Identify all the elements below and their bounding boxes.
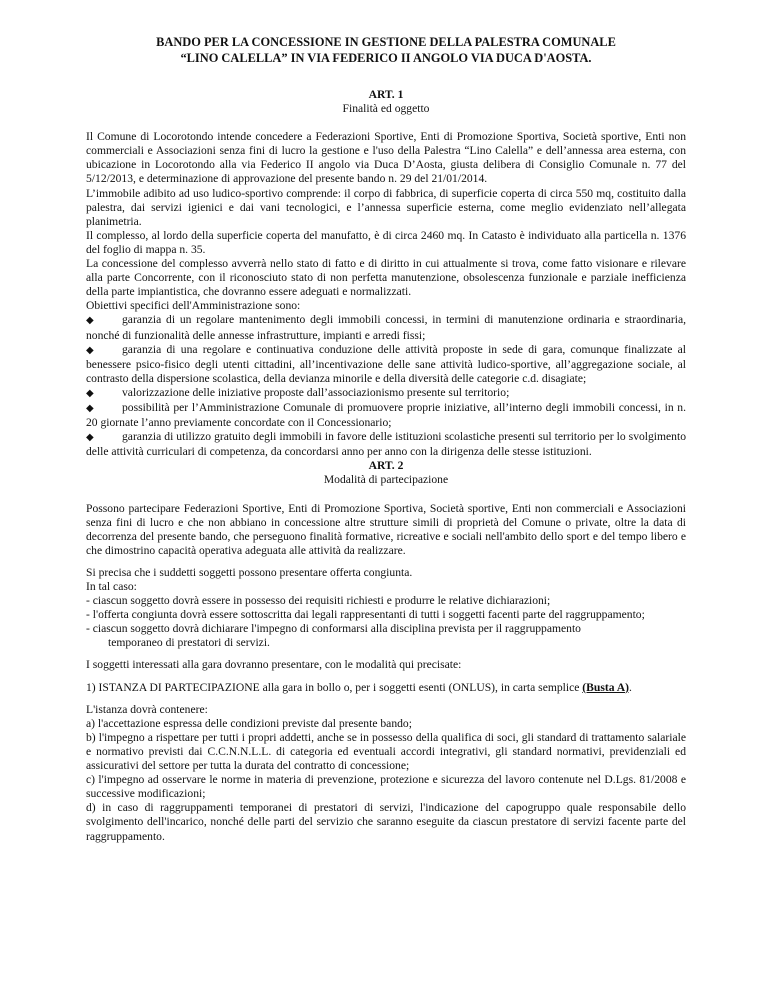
objectives-list bbox=[86, 313, 686, 459]
list-item: c) l'impegno ad osservare le norme in materia di prevenzione, protezione e sicurezza del lavoro contenute nel D.Lgs. 81/2008 e successive modificazioni; bbox=[86, 773, 686, 801]
art2-paragraph-4: I soggetti interessati alla gara dovranno presentare, con le modalità qui precisate: bbox=[86, 658, 462, 672]
diamond-bullet-icon: ◆ bbox=[86, 315, 94, 327]
document-title-line-1: BANDO PER LA CONCESSIONE IN GESTIONE DELLA PALESTRA COMUNALE bbox=[156, 35, 616, 49]
art2-subtitle: Modalità di partecipazione bbox=[323, 473, 449, 487]
objective-item: ◆ valorizzazione delle iniziative proposte dall’associazionismo presente sul territorio; bbox=[86, 386, 686, 401]
art2-paragraph-1: Possono partecipare Federazioni Sportive, Enti di Promozione Sportiva, Società sportive, Enti non commerciali e Associazioni senza fini di lucro e che non abbiano in concessione altre strutture simili di proprietà del Comune o private, oltre la data di decorrenza del presente bando, che perseguono finalità formative, ricreative e sociali nell'ambito dello sport e del tempo libero e che dimostrino capacità operativa adeguata alle attività da realizzare. bbox=[86, 501, 686, 557]
objective-item: ◆ garanzia di una regolare e continuativa conduzione delle attività proposte in sede di gara, comunque finalizzate al benessere psico-fisico degli utenti cittadini, all’incentivazione delle sane attività ludico-sportive, all’aggregazione sociale, al contrasto della dispersione scolastica, della devianza minorile e della diversità delle categorie c.d. disagiate; bbox=[86, 342, 686, 385]
objective-item: ◆ garanzia di un regolare mantenimento degli immobili concessi, in termini di manutenzione ordinaria e straordinaria, nonché di funzionalità delle annesse infrastrutture, impianti e arredi fissi; bbox=[86, 313, 686, 342]
list-item: b) l'impegno a rispettare per tutti i propri addetti, anche se in possesso della qualifica di soci, gli standard di trattamento salariale e normativo previsti dai C.C.N.N.L.L. di categoria ed eventuali accordi integrativi, gli standard normativi, previdenziali ed assicurativi del settore per tutta la durata del contratto di concessione; bbox=[86, 730, 686, 773]
art1-paragraph-5: Obiettivi specifici dell'Amministrazione sono: bbox=[86, 299, 301, 313]
diamond-bullet-icon: ◆ bbox=[86, 402, 94, 414]
list-item: - ciascun soggetto dovrà essere in possesso dei requisiti richiesti e produrre le relative dichiarazioni; bbox=[86, 594, 551, 608]
art2-paragraph-3: In tal caso: bbox=[86, 580, 137, 593]
list-item: a) l'accettazione espressa delle condizioni previste dal presente bando; bbox=[86, 716, 412, 730]
art2-paragraph-6: L'istanza dovrà contenere: bbox=[86, 702, 208, 716]
diamond-bullet-icon: ◆ bbox=[86, 432, 94, 444]
busta-a-label: (Busta A) bbox=[582, 680, 629, 694]
list-item: - ciascun soggetto dovrà dichiarare l'impegno di conformarsi alla disciplina prevista per il raggruppamento bbox=[86, 622, 581, 636]
document-title-line-2: “LINO CALELLA” IN VIA FEDERICO II ANGOLO VIA DUCA D'AOSTA. bbox=[180, 51, 592, 65]
list-item: - l'offerta congiunta dovrà essere sottoscritta dai legali rappresentanti di tutti i soggetti facenti parte del raggruppamento; bbox=[86, 608, 645, 622]
art1-paragraph-1: Il Comune di Locorotondo intende concedere a Federazioni Sportive, Enti di Promozione Sportiva, Società sportive, Enti non commerciali e Associazioni senza fini di lucro la gestione e l'uso della Palestra “Lino Calella” e dell’annessa area esterna, con ubicazione in Locorotondo alla via Federico II angolo via Duca D’Aosta, giusta delibera di Consiglio Comunale n. 77 del 5/12/2013, e determinazione di approvazione del presente bando n. 29 del 21/01/2014. bbox=[86, 130, 686, 186]
diamond-bullet-icon: ◆ bbox=[86, 344, 94, 356]
art1-subtitle: Finalità ed oggetto bbox=[342, 102, 430, 116]
art1-paragraph-4: La concessione del complesso avverrà nello stato di fatto e di diritto in cui attualmente si trova, come fatto visionare e rilevare alla parte Concorrente, con il riconosciuto stato di non perfetta manutenzione, obsolescenza funzionale e parziale inefficienza della parte impiantistica, che dovranno essere adeguati e normalizzati. bbox=[86, 257, 686, 299]
art1-paragraph-2: L’immobile adibito ad uso ludico-sportivo comprende: il corpo di fabbrica, di superficie coperta di circa 550 mq, costituito dalla palestra, dai servizi igienici e dai vani tecnologici, e l’annessa superficie esterna, come meglio evidenziato nell’allegata planimetria. bbox=[86, 186, 686, 228]
list-item: d) in caso di raggruppamenti temporanei di prestatori di servizi, l'indicazione del capogruppo quale responsabile dello svolgimento dell'incarico, nonché delle parti del servizio che saranno eseguite da ciascun prestatore di servizi facente parte del raggruppamento. bbox=[86, 801, 686, 843]
objective-item: ◆ garanzia di utilizzo gratuito degli immobili in favore delle istituzioni scolastiche presenti sul territorio per lo svolgimento delle attività curriculari di competenza, da concordarsi anno per anno con la dirigenza delle stesse istituzioni. bbox=[86, 430, 686, 459]
istanza-paragraph: 1) ISTANZA DI PARTECIPAZIONE alla gara in bollo o, per i soggetti esenti (ONLUS), in carta semplice (Busta A). bbox=[86, 680, 632, 694]
diamond-bullet-icon: ◆ bbox=[86, 387, 94, 399]
art2-heading: ART. 2 bbox=[368, 459, 404, 473]
art2-paragraph-2: Si precisa che i suddetti soggetti possono presentare offerta congiunta. bbox=[86, 565, 413, 579]
objective-item: ◆ possibilità per l’Amministrazione Comunale di promuovere proprie iniziative, all’interno degli immobili concessi, in n. 20 giornate l’anno previamente concordate con il Concessionario; bbox=[86, 400, 686, 430]
list-item-continuation: temporaneo di prestatori di servizi. bbox=[108, 636, 270, 650]
art1-paragraph-3: Il complesso, al lordo della superficie coperta del manufatto, è di circa 2460 mq. In Catasto è individuato alla particella n. 1376 del foglio di mappa n. 35. bbox=[86, 228, 686, 256]
art1-heading: ART. 1 bbox=[368, 88, 404, 101]
